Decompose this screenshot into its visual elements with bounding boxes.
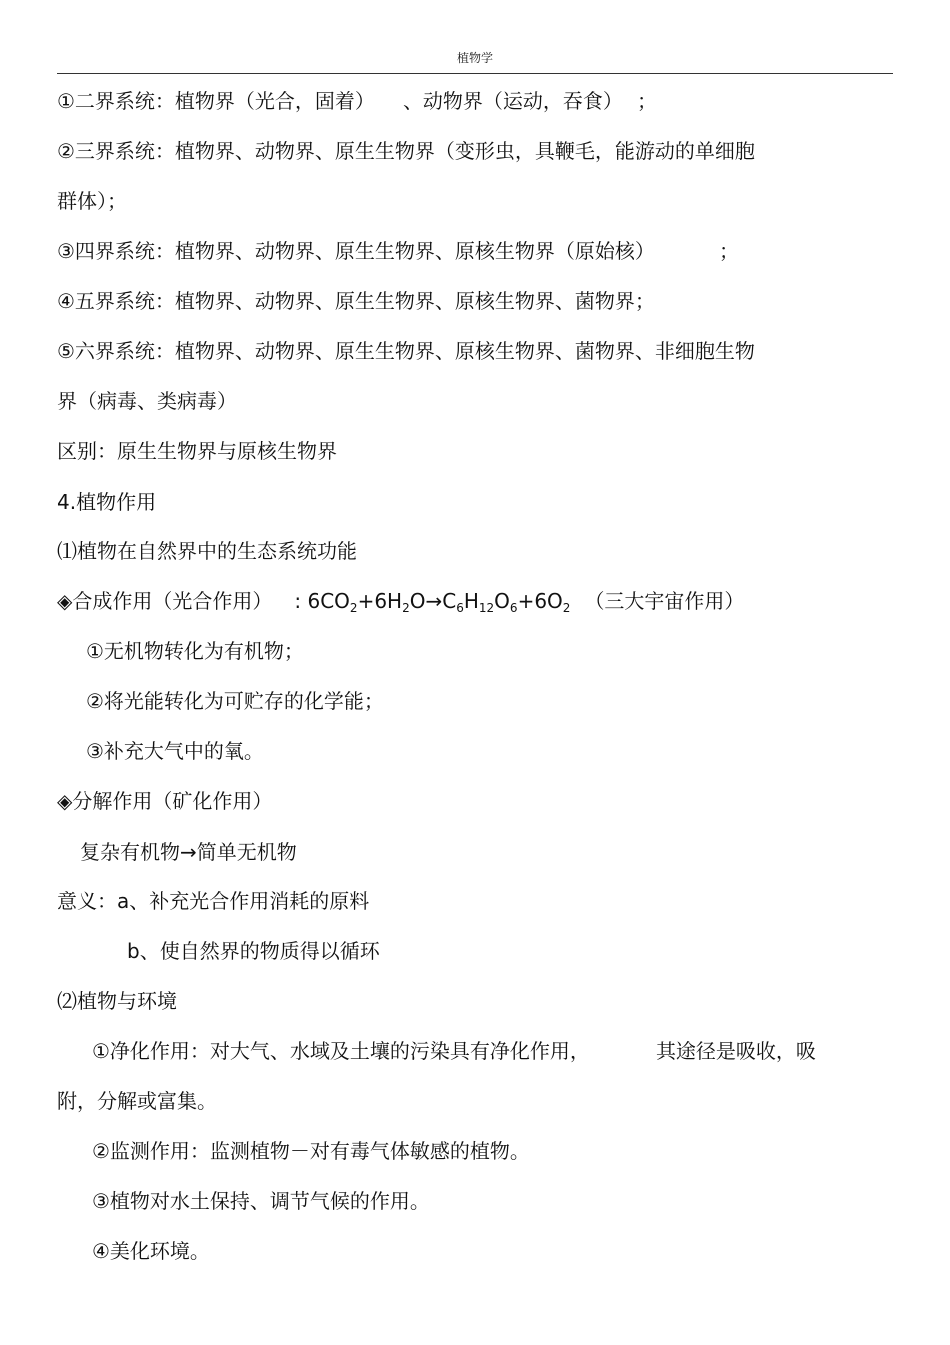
- text-line-18: b、使自然界的物质得以循环: [127, 939, 380, 963]
- text-line-2: ②三界系统：植物界、动物界、原生生物界（变形虫，具鞭毛，能游动的单细胞: [57, 139, 755, 163]
- subsection-heading-1: ⑴植物在自然界中的生态系统功能: [57, 539, 357, 563]
- text-line-6: ⑤六界系统：植物界、动物界、原生生物界、原核生物界、菌物界、非细胞生物: [57, 339, 755, 363]
- text-line-4: [57, 238, 739, 264]
- text-line-8: 区别：原生生物界与原核生物界: [57, 439, 337, 463]
- text-line-13: ②将光能转化为可贮存的化学能；: [86, 689, 384, 713]
- text-line-12: ①无机物转化为有机物；: [86, 639, 304, 663]
- text-line-5: ④五界系统：植物界、动物界、原生生物界、原核生物界、菌物界；: [57, 289, 655, 313]
- text-segment: ◈合成作用（光合作用）: [57, 589, 273, 613]
- text-segment: ；: [636, 89, 657, 113]
- text-line-21: 附，分解或富集。: [57, 1089, 217, 1113]
- text-line-7: 界（病毒、类病毒）: [57, 389, 237, 413]
- chemical-equation: : $6CO_2+6H_2O\to C_6H_{12}O_6+6O_2$: [294, 589, 571, 615]
- text-segment: ①二界系统：植物界（光合，固着）: [57, 89, 375, 113]
- section-heading-4: 4.植物作用: [57, 490, 157, 514]
- subsection-heading-2: ⑵植物与环境: [57, 989, 177, 1013]
- text-segment: ；: [718, 239, 739, 263]
- text-line-24: ④美化环境。: [92, 1239, 210, 1263]
- text-line-photosynthesis: [57, 588, 744, 614]
- text-line-23: ③植物对水土保持、调节气候的作用。: [92, 1189, 430, 1213]
- text-line-22: ②监测作用：监测植物－对有毒气体敏感的植物。: [92, 1139, 530, 1163]
- text-line-1: [57, 88, 657, 114]
- text-segment: 其途径是吸收，吸: [655, 1039, 816, 1063]
- text-line-15: ◈分解作用（矿化作用）: [57, 789, 273, 813]
- header-rule: [57, 73, 893, 74]
- text-segment: 、动物界（运动，吞食）: [402, 89, 623, 113]
- text-segment: （三大宇宙作用）: [584, 589, 745, 613]
- text-line-3: 群体）；: [57, 189, 127, 213]
- text-line-16: 复杂有机物→简单无机物: [80, 840, 297, 864]
- page-header: 植物学: [456, 51, 493, 65]
- text-line-17: 意义：a、补充光合作用消耗的原料: [57, 889, 370, 913]
- text-segment: ①净化作用：对大气、水域及土壤的污染具有净化作用，: [92, 1039, 590, 1063]
- text-line-20: [92, 1038, 816, 1064]
- text-line-14: ③补充大气中的氧。: [86, 739, 264, 763]
- text-segment: ③四界系统：植物界、动物界、原生生物界、原核生物界（原始核）: [57, 239, 655, 263]
